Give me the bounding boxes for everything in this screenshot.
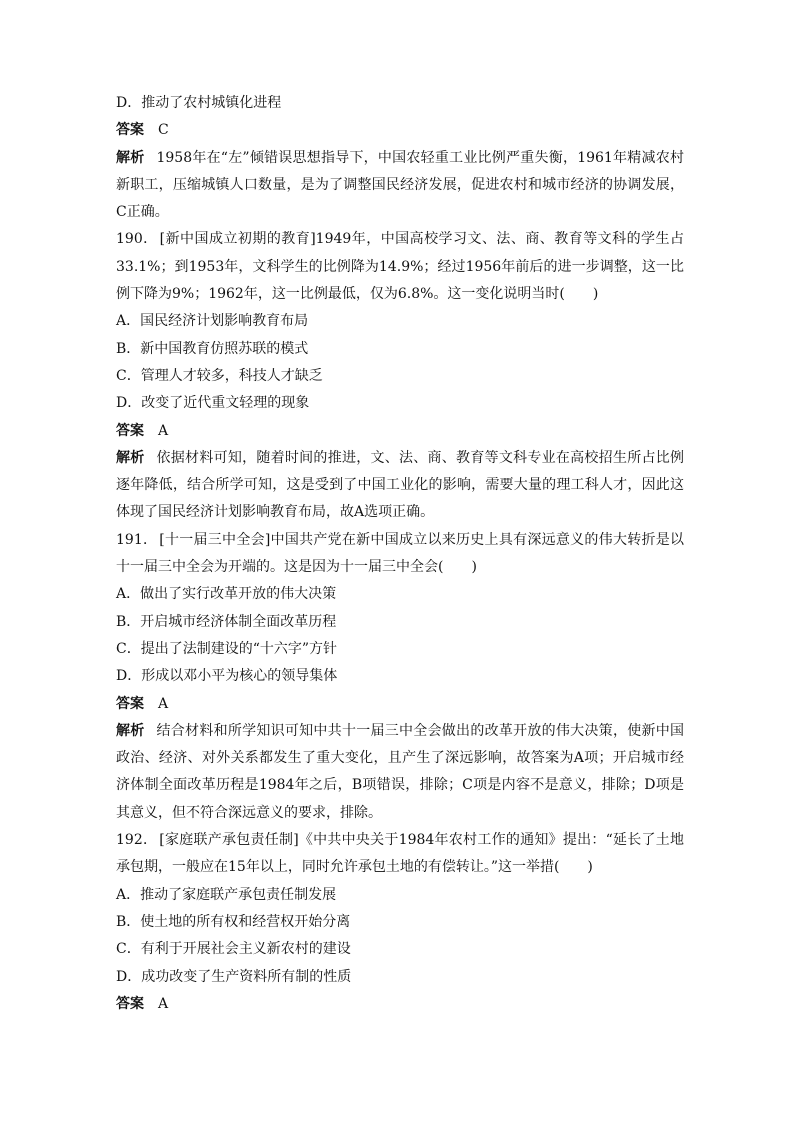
option-c: C．管理人才较多，科技人才缺乏 [116,367,323,384]
analysis-paragraph [116,718,684,827]
analysis-paragraph [116,445,684,527]
option-c: C．有利于开展社会主义新农村的建设 [116,941,351,958]
question-number: 192． [116,832,158,849]
analysis-label: 解析 [116,449,145,466]
answer-line [116,991,684,1018]
question-text: [新中国成立初期的教育]1949年，中国高校学习文、法、商、教育等文科的学生占33.1%；到1953年，文科学生的比例降为14.9%；经过1956年前后的进一步调整，这一比例下降为9%；1962年，这一比例最低，仅为6.8%。这一变化说明当时( ) [116,231,684,303]
analysis-text: 依据材料可知，随着时间的推进，文、法、商、教育等文科专业在高校招生所占比例逐年降低，结合所学可知，这是受到了中国工业化的影响，需要大量的理工科人才，因此这体现了国民经济计划影响教育布局，故A选项正确。 [116,449,685,521]
option-d: D．成功改变了生产资料所有制的性质 [116,968,352,985]
question-stem [116,527,684,582]
question-number: 191． [116,531,158,548]
question-text: [家庭联产承包责任制]《中共中央关于1984年农村工作的通知》提出：“延长了土地承包期，一般应在15年以上，同时允许承包土地的有偿转让。”这一举措( ) [116,832,684,876]
question-text: [十一届三中全会]中国共产党在新中国成立以来历史上具有深远意义的伟大转折是以十一届三中全会为开端的。这是因为十一届三中全会( ) [116,531,685,576]
document-page [116,90,684,1018]
analysis-label: 解析 [116,722,145,739]
option-b: B．新中国教育仿照苏联的模式 [116,340,309,357]
option-a: A．国民经济计划影响教育布局 [116,313,309,330]
option-d: D．推动了农村城镇化进程 [116,95,282,111]
answer-label: 答案 [116,122,144,139]
analysis-label: 解析 [116,149,145,166]
analysis-text: 1958年在“左”倾错误思想指导下，中国农轻重工业比例严重失衡，1961年精减农村新职工，压缩城镇人口数量，是为了调整国民经济发展，促进农村和城市经济的协调发展，C正确。 [116,149,684,221]
analysis-paragraph [116,145,684,227]
answer-label: 答案 [116,695,144,712]
answer-value: A [158,695,169,712]
option-d: D．改变了近代重文轻理的现象 [116,395,310,412]
answer-label: 答案 [116,995,144,1012]
answer-value: A [158,995,169,1012]
question-stem [116,226,684,308]
answer-line [116,691,684,718]
answer-line [116,418,684,445]
option-b: B．使土地的所有权和经营权开始分离 [116,913,351,930]
option-b: B．开启城市经济体制全面改革历程 [116,613,337,630]
answer-label: 答案 [116,422,144,439]
option-d: D．形成以邓小平为核心的领导集体 [116,668,338,685]
answer-line [116,117,684,144]
analysis-text: 结合材料和所学知识可知中共十一届三中全会做出的改革开放的伟大决策，使新中国政治、经济、对外关系都发生了重大变化，且产生了深远影响，故答案为A项；开启城市经济体制全面改革历程是1984年之后，B项错误，排除；C项是内容不是意义，排除；D项是其意义，但不符合深远意义的要求，排除。 [116,722,685,821]
question-number: 190． [116,231,158,248]
answer-value: A [158,422,169,439]
option-a: A．推动了家庭联产承包责任制发展 [116,886,337,903]
option-a: A．做出了实行改革开放的伟大决策 [116,586,337,603]
question-stem [116,827,684,882]
option-c: C．提出了法制建设的“十六字”方针 [116,640,338,657]
answer-value: C [158,122,169,139]
